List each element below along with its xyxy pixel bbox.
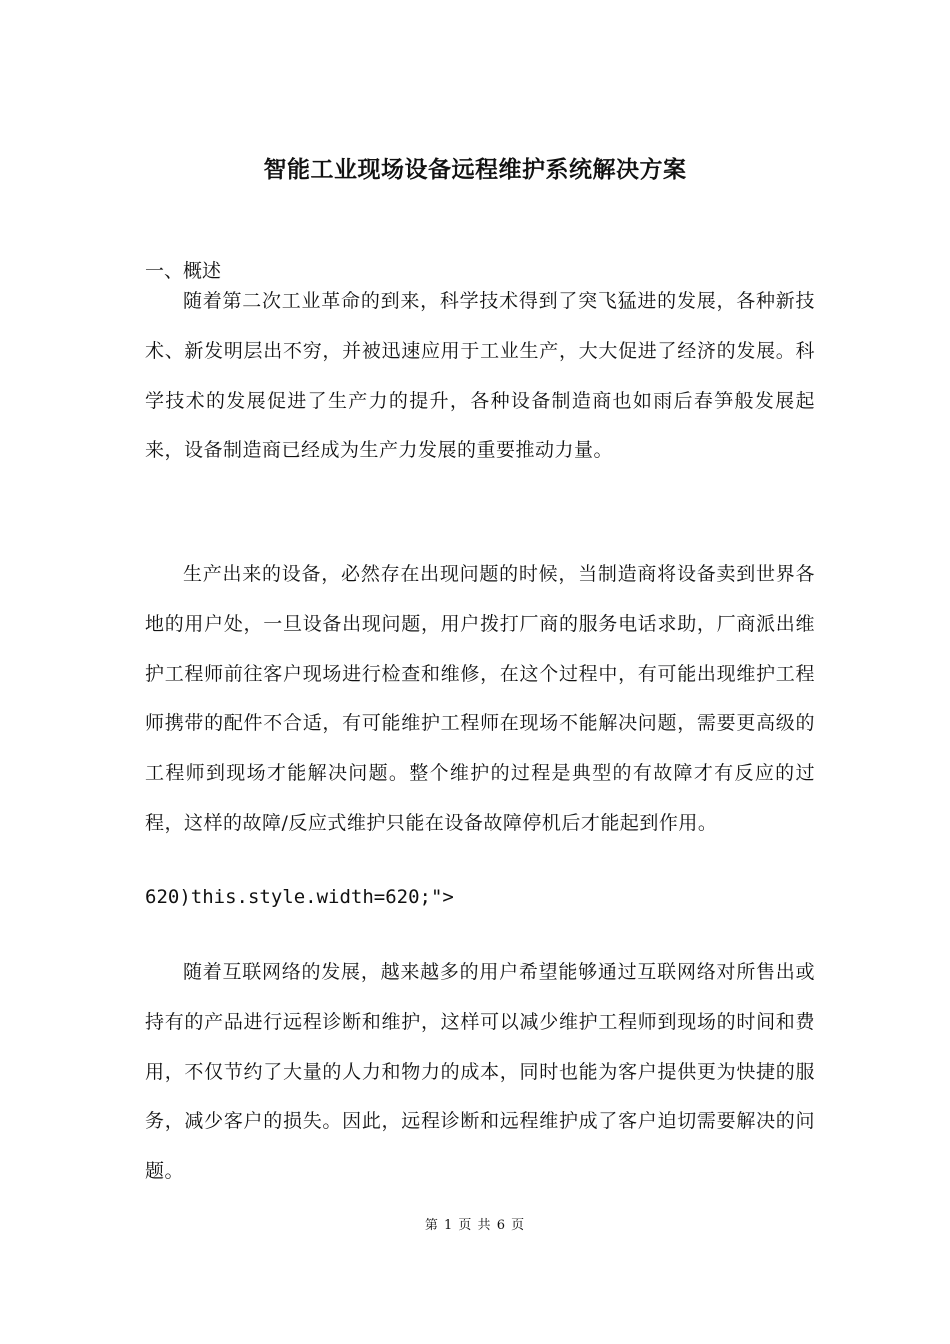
body-paragraph: 随着互联网络的发展，越来越多的用户希望能够通过互联网络对所售出或持有的产品进行远程诊断和维护，这样可以减少维护工程师到现场的时间和费用，不仅节约了大量的人力和物力的成本，同时也能为客户提供更为快捷的服务，减少客户的损失。因此，远程诊断和远程维护成了客户迫切需要解决的问题。 bbox=[145, 961, 815, 1183]
body-paragraph: 生产出来的设备，必然存在出现问题的时候，当制造商将设备卖到世界各地的用户处，一旦设备出现问题，用户拨打厂商的服务电话求助，厂商派出维护工程师前往客户现场进行检查和维修，在这个过程中，有可能出现维护工程师携带的配件不合适，有可能维护工程师在现场不能解决问题，需要更高级的工程师到现场才能解决问题。整个维护的过程是典型的有故障才有反应的过程，这样的故障/反应式维护只能在设备故障停机后才能起到作用。 bbox=[145, 563, 815, 834]
page-footer: 第 1 页 共 6 页 bbox=[424, 1218, 526, 1233]
section-heading-overview: 一、概述 bbox=[145, 260, 222, 282]
document-title: 智能工业现场设备远程维护系统解决方案 bbox=[263, 156, 687, 183]
stray-code-text: 620)this.style.width=620;"> bbox=[145, 886, 454, 908]
body-paragraph: 随着第二次工业革命的到来，科学技术得到了突飞猛进的发展，各种新技术、新发明层出不穷，并被迅速应用于工业生产，大大促进了经济的发展。科学技术的发展促进了生产力的提升，各种设备制造商也如雨后春笋般发展起来，设备制造商已经成为生产力发展的重要推动力量。 bbox=[145, 290, 815, 462]
